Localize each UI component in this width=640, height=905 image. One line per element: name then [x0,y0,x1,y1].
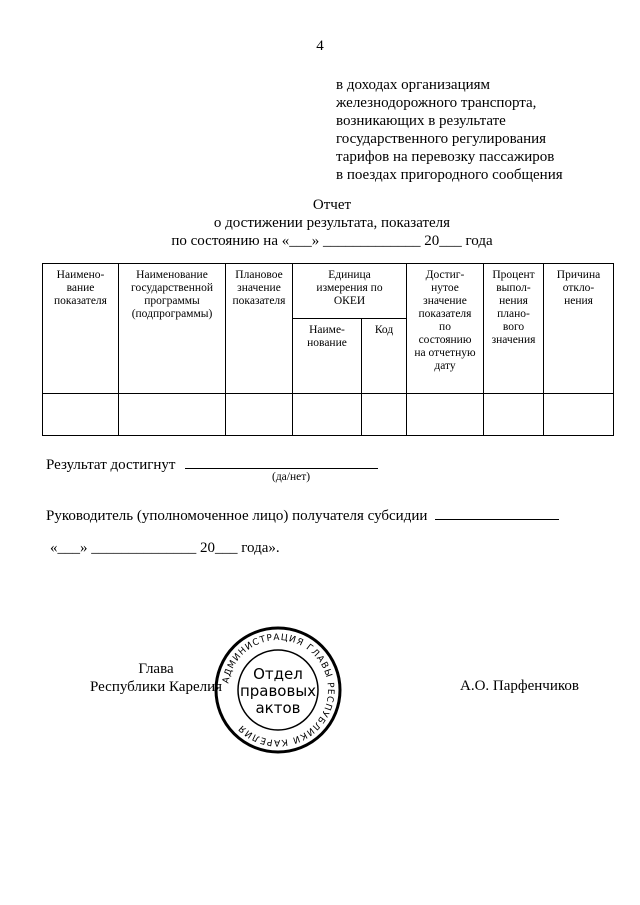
header-line: тарифов на перевозку пассажиров [336,149,555,165]
col-header-planned-value: Плановое значение показателя [226,264,293,394]
title-line-2: о достижении результата, показателя [213,215,451,231]
result-achieved-field [185,454,378,469]
signatory-title [90,660,222,696]
manager-signature-field [435,505,559,520]
col-header-unit-code: Код [362,319,407,394]
col-header-unit-name: Наиме- нование [293,319,362,394]
signatory-title-line-2: Республики Карелия [90,679,223,695]
col-header-okei-unit: Единица измерения по ОКЕИ [293,264,407,319]
header-line: государственного регулирования [336,131,547,147]
document-header [336,76,563,184]
col-header-program-name: Наименование государственной программы (подпрограммы) [119,264,226,394]
table-cell [293,394,362,436]
header-line: железнодорожного транспорта, [336,95,537,111]
table-cell [119,394,226,436]
table-cell [484,394,544,436]
stamp-seal [213,625,343,755]
stamp-inner-line-3: актов [255,699,301,717]
header-line: возникающих в результате [336,113,506,129]
manager-row [46,505,559,525]
title-line-3: по состоянию на «___» _____________ 20___ года [171,233,493,249]
report-table [42,263,614,436]
date-line: «___» ______________ 20___ года». [50,540,280,556]
signatory-name: А.О. Парфенчиков [460,678,579,694]
stamp-ring-text: АДМИНИСТРАЦИЯ ГЛАВЫ РЕСПУБЛИКИ КАРЕЛИЯ [221,632,336,748]
stamp-inner-line-1: Отдел [253,665,303,683]
col-header-indicator-name: Наимено- вание показателя [43,264,119,394]
table-cell [407,394,484,436]
table-cell [226,394,293,436]
result-achieved-label: Результат достигнут [46,457,176,473]
page-number: 4 [316,38,324,54]
title-line-1: Отчет [312,197,352,213]
col-header-completion-percent: Процент выпол- нения плано- вого значения [484,264,544,394]
table-cell [362,394,407,436]
table-row [43,394,614,436]
col-header-deviation-reason: Причина откло- нения [544,264,614,394]
stamp-inner-line-2: правовых [239,682,317,700]
manager-label: Руководитель (уполномоченное лицо) получателя субсидии [46,508,428,524]
col-header-achieved-value: Достиг- нутое значение показателя по состоянию на отчетную дату [407,264,484,394]
report-title [0,196,640,250]
signatory-title-line-1: Глава [138,661,174,677]
table-cell [43,394,119,436]
result-achieved-row [46,454,378,474]
table-cell [544,394,614,436]
result-caption: (да/нет) [272,471,311,483]
header-line: в доходах организациям [336,77,491,93]
header-line: в поездах пригородного сообщения [336,167,563,183]
